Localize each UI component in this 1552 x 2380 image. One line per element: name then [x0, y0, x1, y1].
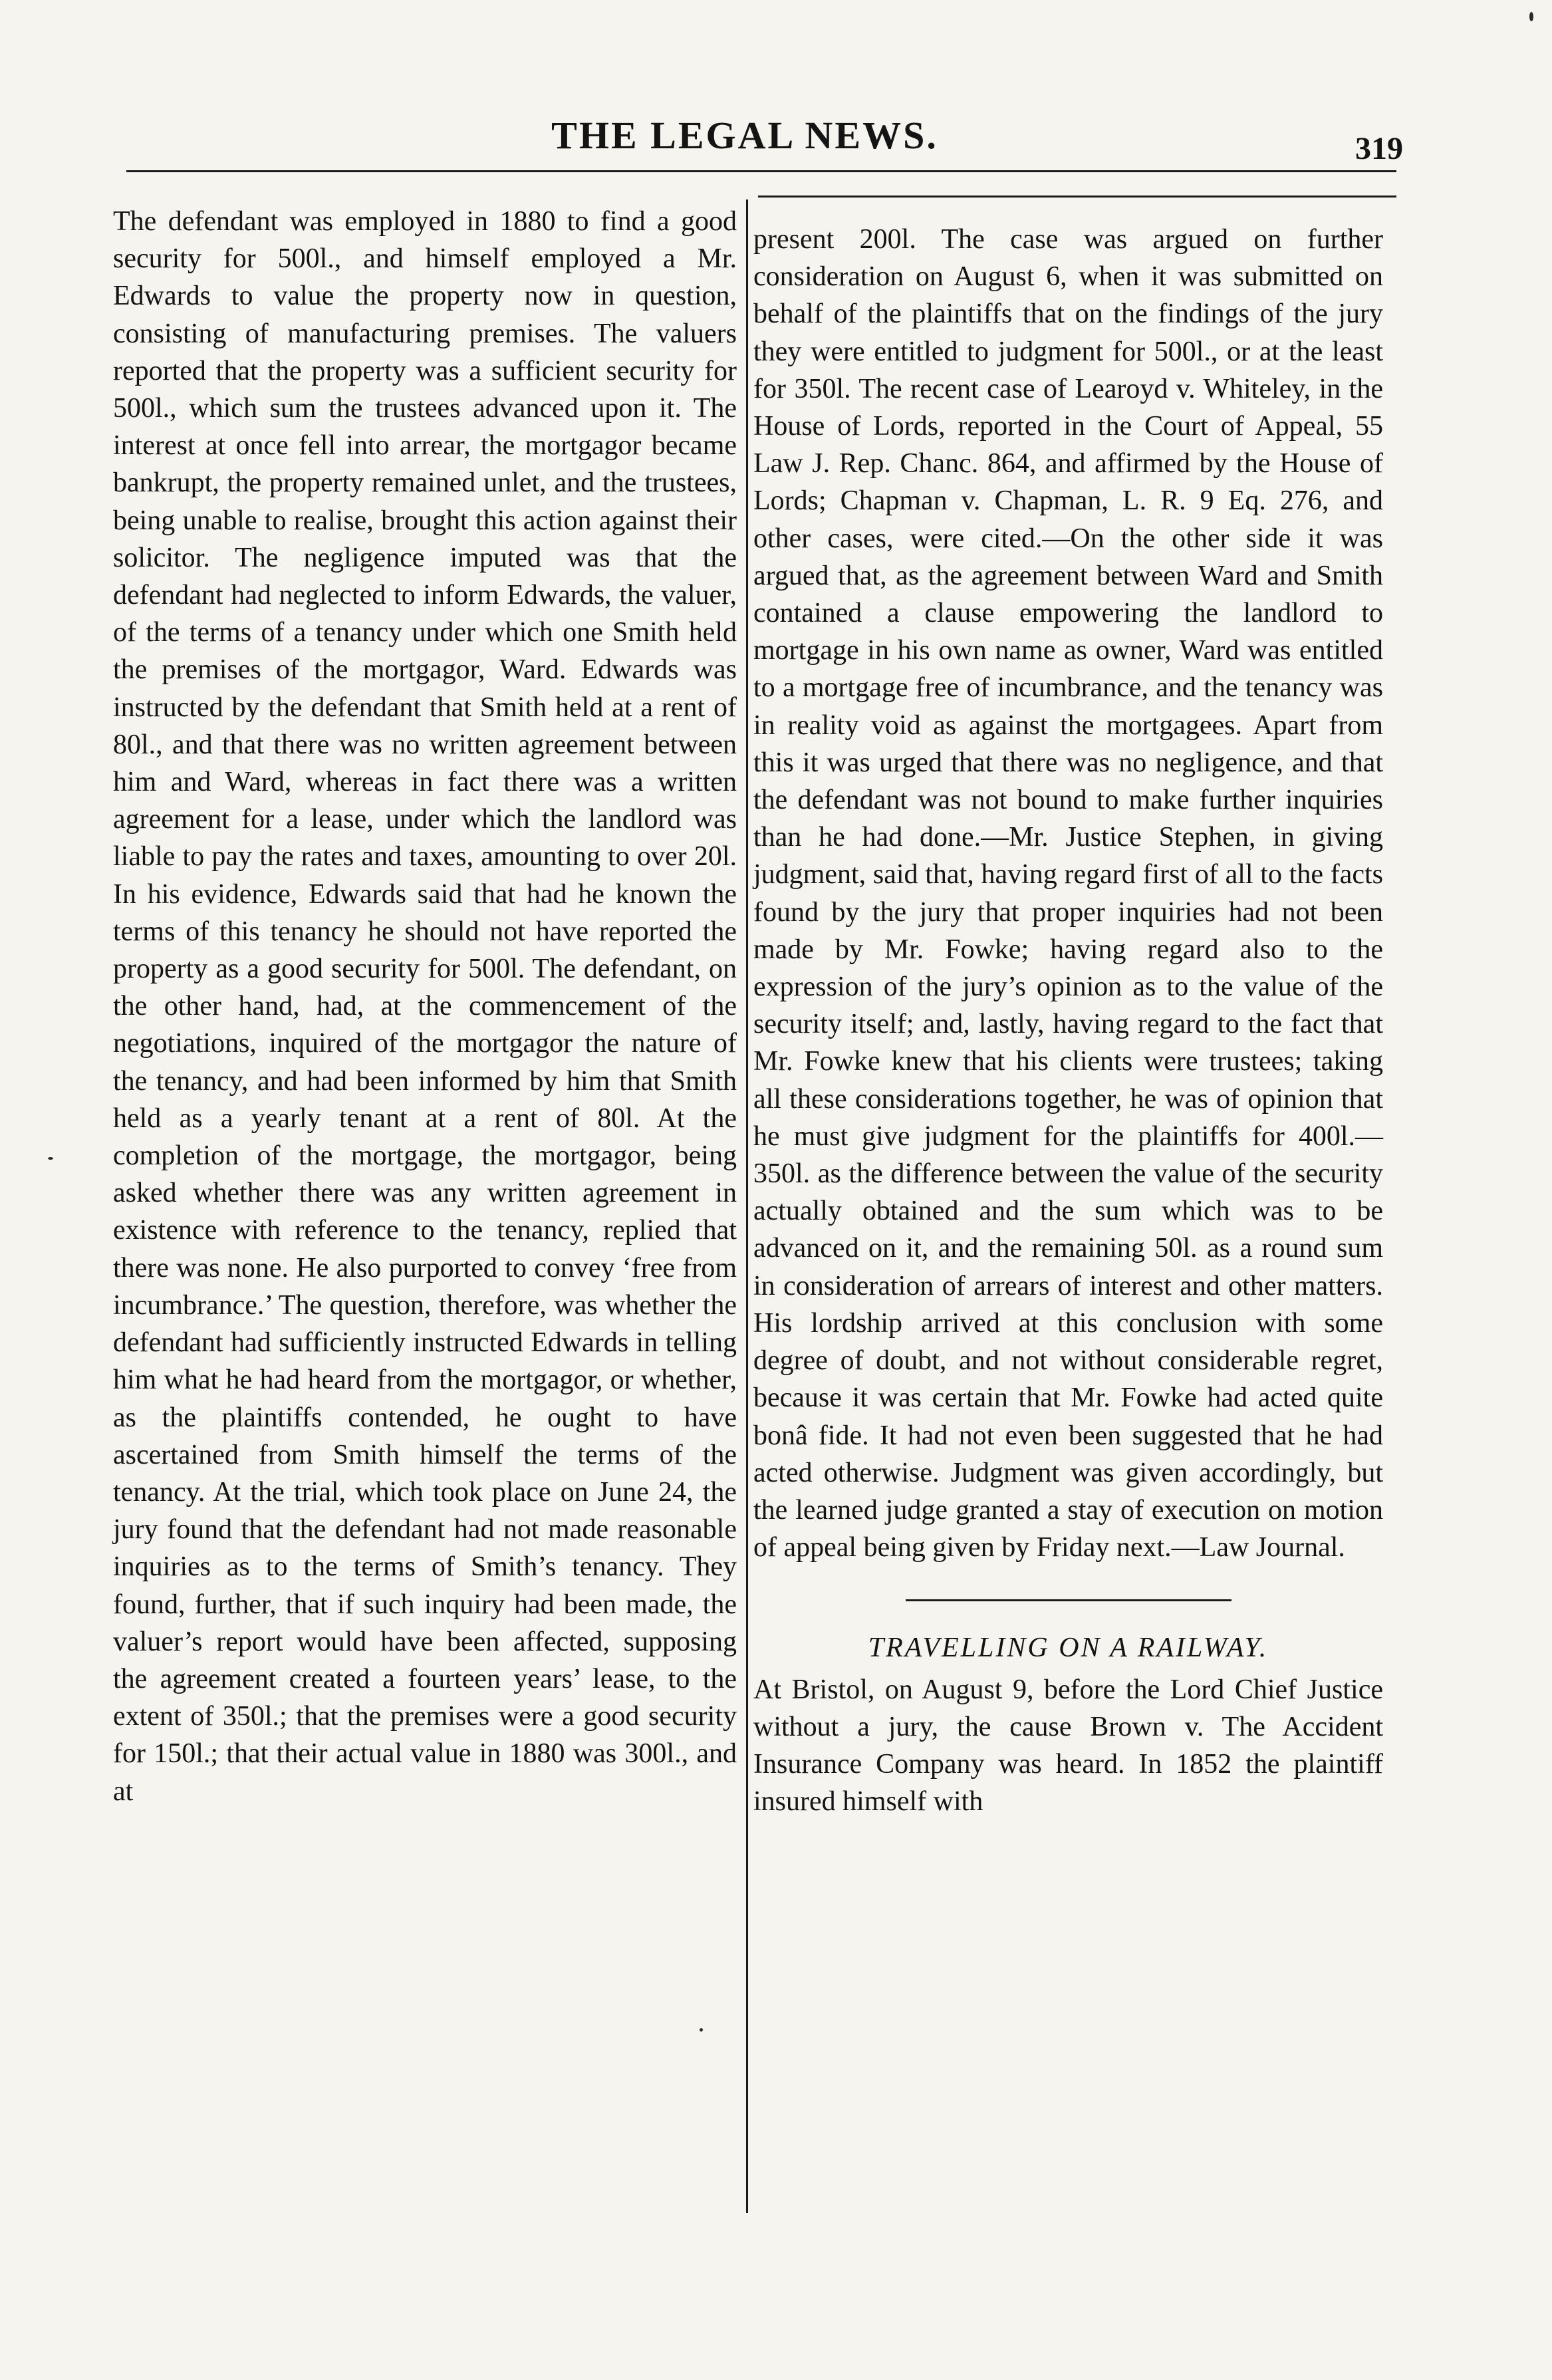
right-column-paragraph: present 200l. The case was argued on further consideration on August 6, when it was submitted on behalf of the plaintiffs that on the findings of the jury they were entitled to judgment for 500l., or at the least for 350l. The recent case of Learoyd v. Whiteley, in the House of Lords, reported in the Court of Appeal, 55 Law J. Rep. Chanc. 864, and affirmed by the House of Lords; Chapman v. Chapman, L. R. 9 Eq. 276, and other cases, were cited.—On the other side it was argued that, as the agreement between Ward and Smith contained a clause empowering the landlord to mortgage in his own name as owner, Ward was entitled to a mortgage free of incumbrance, and the tenancy was in reality void as against the mortgagees. Apart from this it was urged that there was no negligence, and that the defendant was not bound to make further inquiries than he had done.—Mr. Justice Stephen, in giving judgment, said that, having regard first of all to the facts found by the jury that proper inquiries had not been made by Mr. Fowke; having regard also to the expression of the jury’s opinion as to the value of the security itself; and, lastly, having regard to the fact that Mr. Fowke knew that his clients were trustees; taking all these considerations together, he was of opinion that he must give judgment for the plaintiffs for 400l.—350l. as the difference between the value of the security actually obtained and the sum which was to be advanced on it, and the remaining 50l. as a round sum in consideration of arrears of interest and other matters. His lordship arrived at this conclusion with some degree of doubt, and not without considerable regret, because it was certain that Mr. Fowke had acted quite bonâ fide. It had not even been suggested that he had acted otherwise. Judgment was given accordingly, but the learned judge granted a stay of execution on motion of appeal being given by Friday next.—Law Journal.: [753, 224, 1383, 1563]
header-rule: [126, 170, 1396, 172]
right-column: [753, 221, 1383, 1820]
scan-speck: [48, 1157, 53, 1160]
section-heading: TRAVELLING ON A RAILWAY.: [868, 1633, 1269, 1664]
scan-speck: [700, 2028, 703, 2032]
left-column-paragraph: The defendant was employed in 1880 to find a good security for 500l., and himself employed a Mr. Edwards to value the property now in question, consisting of manufacturing premises. The valuers reported that the property was a sufficient security for 500l., which sum the trustees advanced upon it. The interest at once fell into arrear, the mortgagor became bankrupt, the property remained unlet, and the trustees, being unable to realise, brought this action against their solicitor. The negligence imputed was that the defendant had neglected to inform Edwards, the valuer, of the terms of a tenancy under which one Smith held the premises of the mortgagor, Ward. Edwards was instructed by the defendant that Smith held at a rent of 80l., and that there was no written agreement between him and Ward, whereas in fact there was a written agreement for a lease, under which the landlord was liable to pay the rates and taxes, amounting to over 20l. In his evidence, Edwards said that had he known the terms of this tenancy he should not have reported the property as a good security for 500l. The defendant, on the other hand, had, at the commencement of the negotiations, inquired of the mortgagor the nature of the tenancy, and had been informed by him that Smith held as a yearly tenant at a rent of 80l. At the completion of the mortgage, the mortgagor, being asked whether there was any written agreement in existence with reference to the tenancy, replied that there was none. He also purported to convey ‘free from incumbrance.’ The question, therefore, was whether the defendant had sufficiently instructed Edwards in telling him what he had heard from the mortgagor, or whether, as the plaintiffs contended, he ought to have ascertained from Smith himself the terms of the tenancy. At the trial, which took place on June 24, the jury found that the defendant had not made reasonable inquiries as to the terms of Smith’s tenancy. They found, further, that if such inquiry had been made, the valuer’s report would have been affected, supposing the agreement created a fourteen years’ lease, to the extent of 350l.; that the premises were a good security for 150l.; that their actual value in 1880 was 300l., and at: [113, 206, 737, 1807]
header-subrule: [758, 196, 1396, 198]
scan-speck: [1529, 12, 1533, 21]
page-header-title: THE LEGAL NEWS.: [551, 114, 938, 157]
section-paragraph: At Bristol, on August 9, before the Lord Chief Justice without a jury, the cause Brown v. The Accident Insurance Company was heard. In 1852 the plaintiff insured himself with: [753, 1674, 1383, 1817]
page-number: 319: [1355, 131, 1403, 166]
section-separator-rule: [906, 1599, 1231, 1601]
left-column: [113, 203, 737, 1810]
column-divider: [746, 199, 748, 2213]
